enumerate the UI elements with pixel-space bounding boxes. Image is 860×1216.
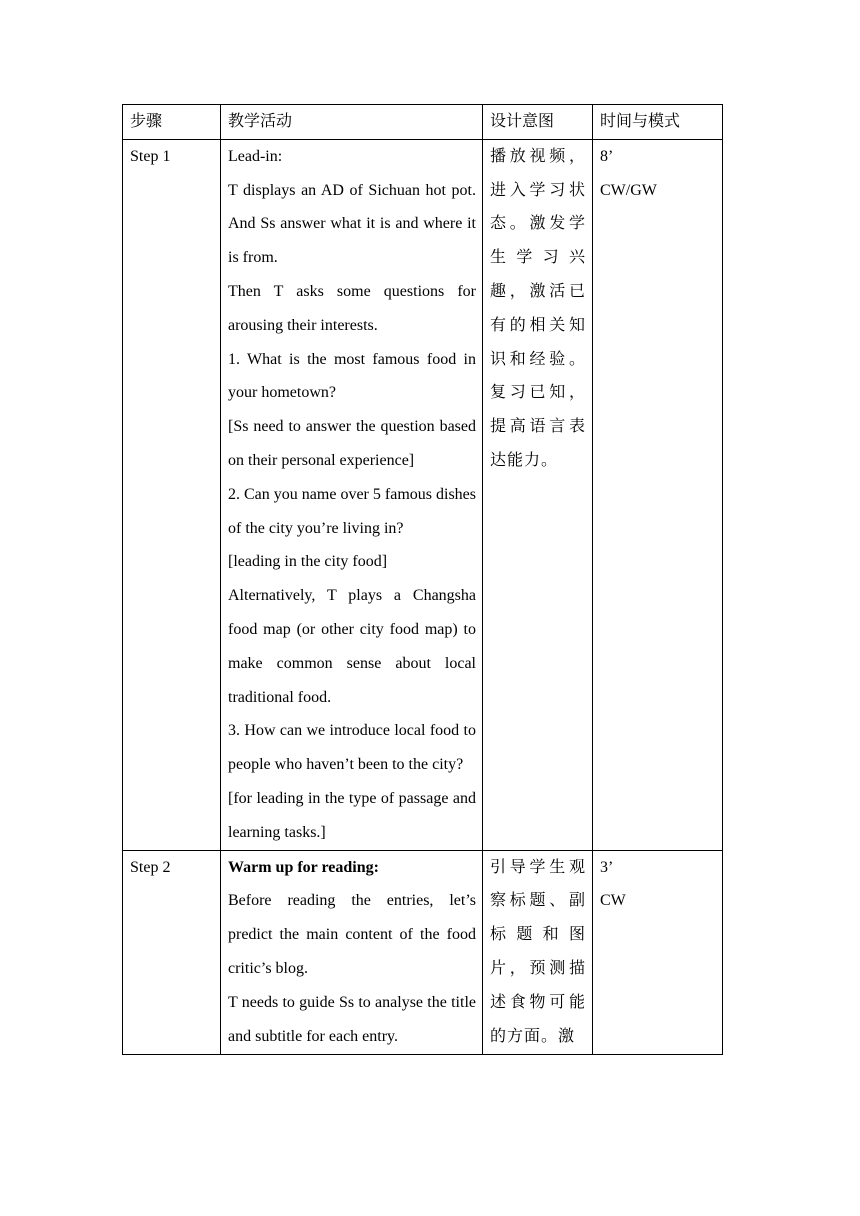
activity-line: [Ss need to answer the question based on their personal experience] xyxy=(228,418,476,469)
mode-value: CW xyxy=(600,892,626,910)
time-value: 3’ xyxy=(600,858,614,876)
purpose-cell xyxy=(483,850,593,1054)
table-row xyxy=(123,139,723,850)
activity-title: Lead-in: xyxy=(228,147,283,165)
activity-line: [leading in the city food] xyxy=(228,553,388,571)
activity-line: Alternatively, T plays a Changsha food map (or other city food map) to make common sense about local traditional food. xyxy=(228,587,476,706)
activity-line: T needs to guide Ss to analyse the title and subtitle for each entry. xyxy=(228,993,476,1045)
time-value: 8’ xyxy=(600,147,614,165)
time-mode-cell xyxy=(593,139,723,850)
step-cell: Step 2 xyxy=(123,850,221,1054)
purpose-text: 引导学生观察标题、副标题和图片，预测描述食物可能的方面。激 xyxy=(490,858,586,1045)
activity-line: Then T asks some questions for arousing their interests. xyxy=(228,282,476,334)
activity-title: Warm up for reading: xyxy=(228,858,379,876)
activity-cell xyxy=(221,139,483,850)
activity-line: 3. How can we introduce local food to people who haven’t been to the city? xyxy=(228,722,476,774)
mode-value: CW/GW xyxy=(600,181,657,199)
header-step: 步骤 xyxy=(123,105,221,140)
table-header-row xyxy=(123,105,723,140)
lesson-plan-table xyxy=(122,104,723,1055)
activity-line: Before reading the entries, let’s predict the main content of the food critic’s blog. xyxy=(228,892,476,977)
step-cell: Step 1 xyxy=(123,139,221,850)
table-row xyxy=(123,850,723,1054)
time-mode-cell xyxy=(593,850,723,1054)
header-activity: 教学活动 xyxy=(221,105,483,140)
header-purpose: 设计意图 xyxy=(483,105,593,140)
purpose-cell: 播放视频，进入学习状态。激发学生学习兴趣，激活已有的相关知识和经验。复习已知，提高语言表达能力。 xyxy=(483,139,593,850)
activity-line: [for leading in the type of passage and learning tasks.] xyxy=(228,789,476,841)
activity-line: 1. What is the most famous food in your hometown? xyxy=(228,350,476,402)
activity-line: T displays an AD of Sichuan hot pot. And Ss answer what it is and where it is from. xyxy=(228,181,476,267)
activity-line: 2. Can you name over 5 famous dishes of the city you’re living in? xyxy=(228,485,476,537)
activity-cell xyxy=(221,850,483,1054)
header-time-mode: 时间与模式 xyxy=(593,105,723,140)
